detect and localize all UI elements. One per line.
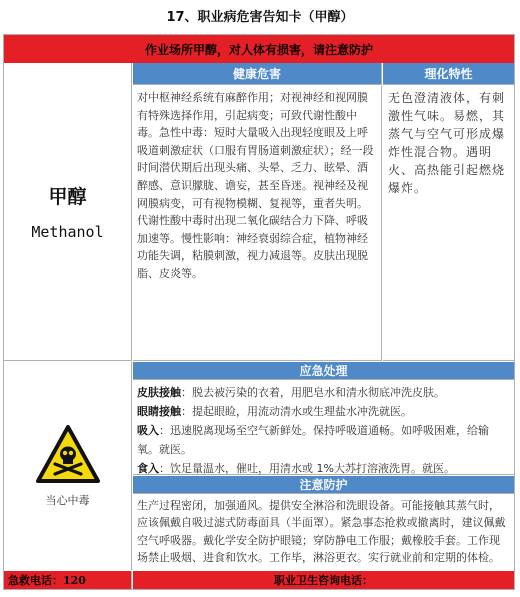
health-hazard-text: 对中枢神经系统有麻醉作用；对视神经和视网膜有特殊选择作用，引起病变；可致代谢性酸中毒。急性中毒：短时大量吸入出现轻度眼及上呼吸道刺激症状（口服有胃肠道刺激症状）；经一段时间潜伏期后出现头痛、头晕、乏力、眩晕、酒醉感、意识朦胧、谵妄，甚至昏迷。视神经及视网膜病变，可有视物模糊、复视等，重者失明。代谢性酸中毒时出现二氧化碳结合力下降、呼吸加速等。慢性影响：神经衰弱综合症，植物神经功能失调，粘膜刺激，视力减退等。皮肤出现脱脂、皮炎等。 bbox=[133, 86, 382, 361]
emergency-item-text: ：饮足量温水，催吐，用清水或 1%大苏打溶液洗胃。就医。 bbox=[159, 462, 455, 475]
substance-english-name: Methanol bbox=[31, 223, 104, 241]
substance-chinese-name: 甲醇 bbox=[48, 186, 87, 208]
emergency-item-text: ：脱去被污染的衣着，用肥皂水和清水彻底冲洗皮肤。 bbox=[181, 386, 445, 399]
hazard-notice-card bbox=[3, 34, 515, 590]
emergency-item-key: 吸入 bbox=[137, 424, 159, 437]
consult-phone: 职业卫生咨询电话： bbox=[133, 571, 514, 589]
substance-name-cell bbox=[4, 63, 132, 361]
emergency-item bbox=[137, 421, 510, 459]
physchem-heading: 理化特性 bbox=[383, 63, 514, 85]
emergency-item bbox=[137, 402, 510, 421]
emergency-item-key: 皮肤接触 bbox=[137, 386, 181, 399]
toxic-skull-warning-icon bbox=[35, 424, 101, 484]
warning-banner: 作业场所甲醇，对人体有损害，请注意防护 bbox=[4, 35, 514, 63]
emergency-section bbox=[133, 381, 514, 475]
emergency-item-key: 食入 bbox=[137, 462, 159, 475]
health-hazard-heading: 健康危害 bbox=[133, 63, 382, 85]
emergency-item bbox=[137, 383, 510, 402]
protection-heading: 注意防护 bbox=[133, 476, 514, 494]
protection-text: 生产过程密闭，加强通风。提供安全淋浴和洗眼设备。可能接触其蒸气时，应该佩戴自吸过滤式防毒面具（半面罩）。紧急事态抢救或撤离时，建议佩戴空气呼吸器。戴化学安全防护眼镜；穿防静电工作服；戴橡胶手套。工作现场禁止吸烟、进食和饮水。工作毕，淋浴更衣。实行就业前和定期的体检。 bbox=[137, 499, 506, 565]
emergency-item-text: ：迅速脱离现场至空气新鲜处。保持呼吸道通畅。如呼吸困难，给输氧。就医。 bbox=[137, 424, 489, 456]
warning-sign-label: 当心中毒 bbox=[45, 494, 90, 507]
emergency-heading: 应急处理 bbox=[133, 362, 514, 380]
physchem-text: 无色澄清液体，有刺激性气味。易燃，其蒸气与空气可形成爆炸性混合物。遇明火、高热能引起燃烧爆炸。 bbox=[383, 86, 514, 361]
emergency-item-text: ：提起眼睑，用流动清水或生理盐水冲洗就医。 bbox=[181, 405, 412, 418]
emergency-phone: 急救电话：120 bbox=[4, 571, 132, 589]
emergency-item-key: 眼睛接触 bbox=[137, 405, 181, 418]
page-title: 17、职业病危害告知卡（甲醇） bbox=[166, 10, 354, 25]
warning-sign-cell bbox=[4, 362, 132, 570]
